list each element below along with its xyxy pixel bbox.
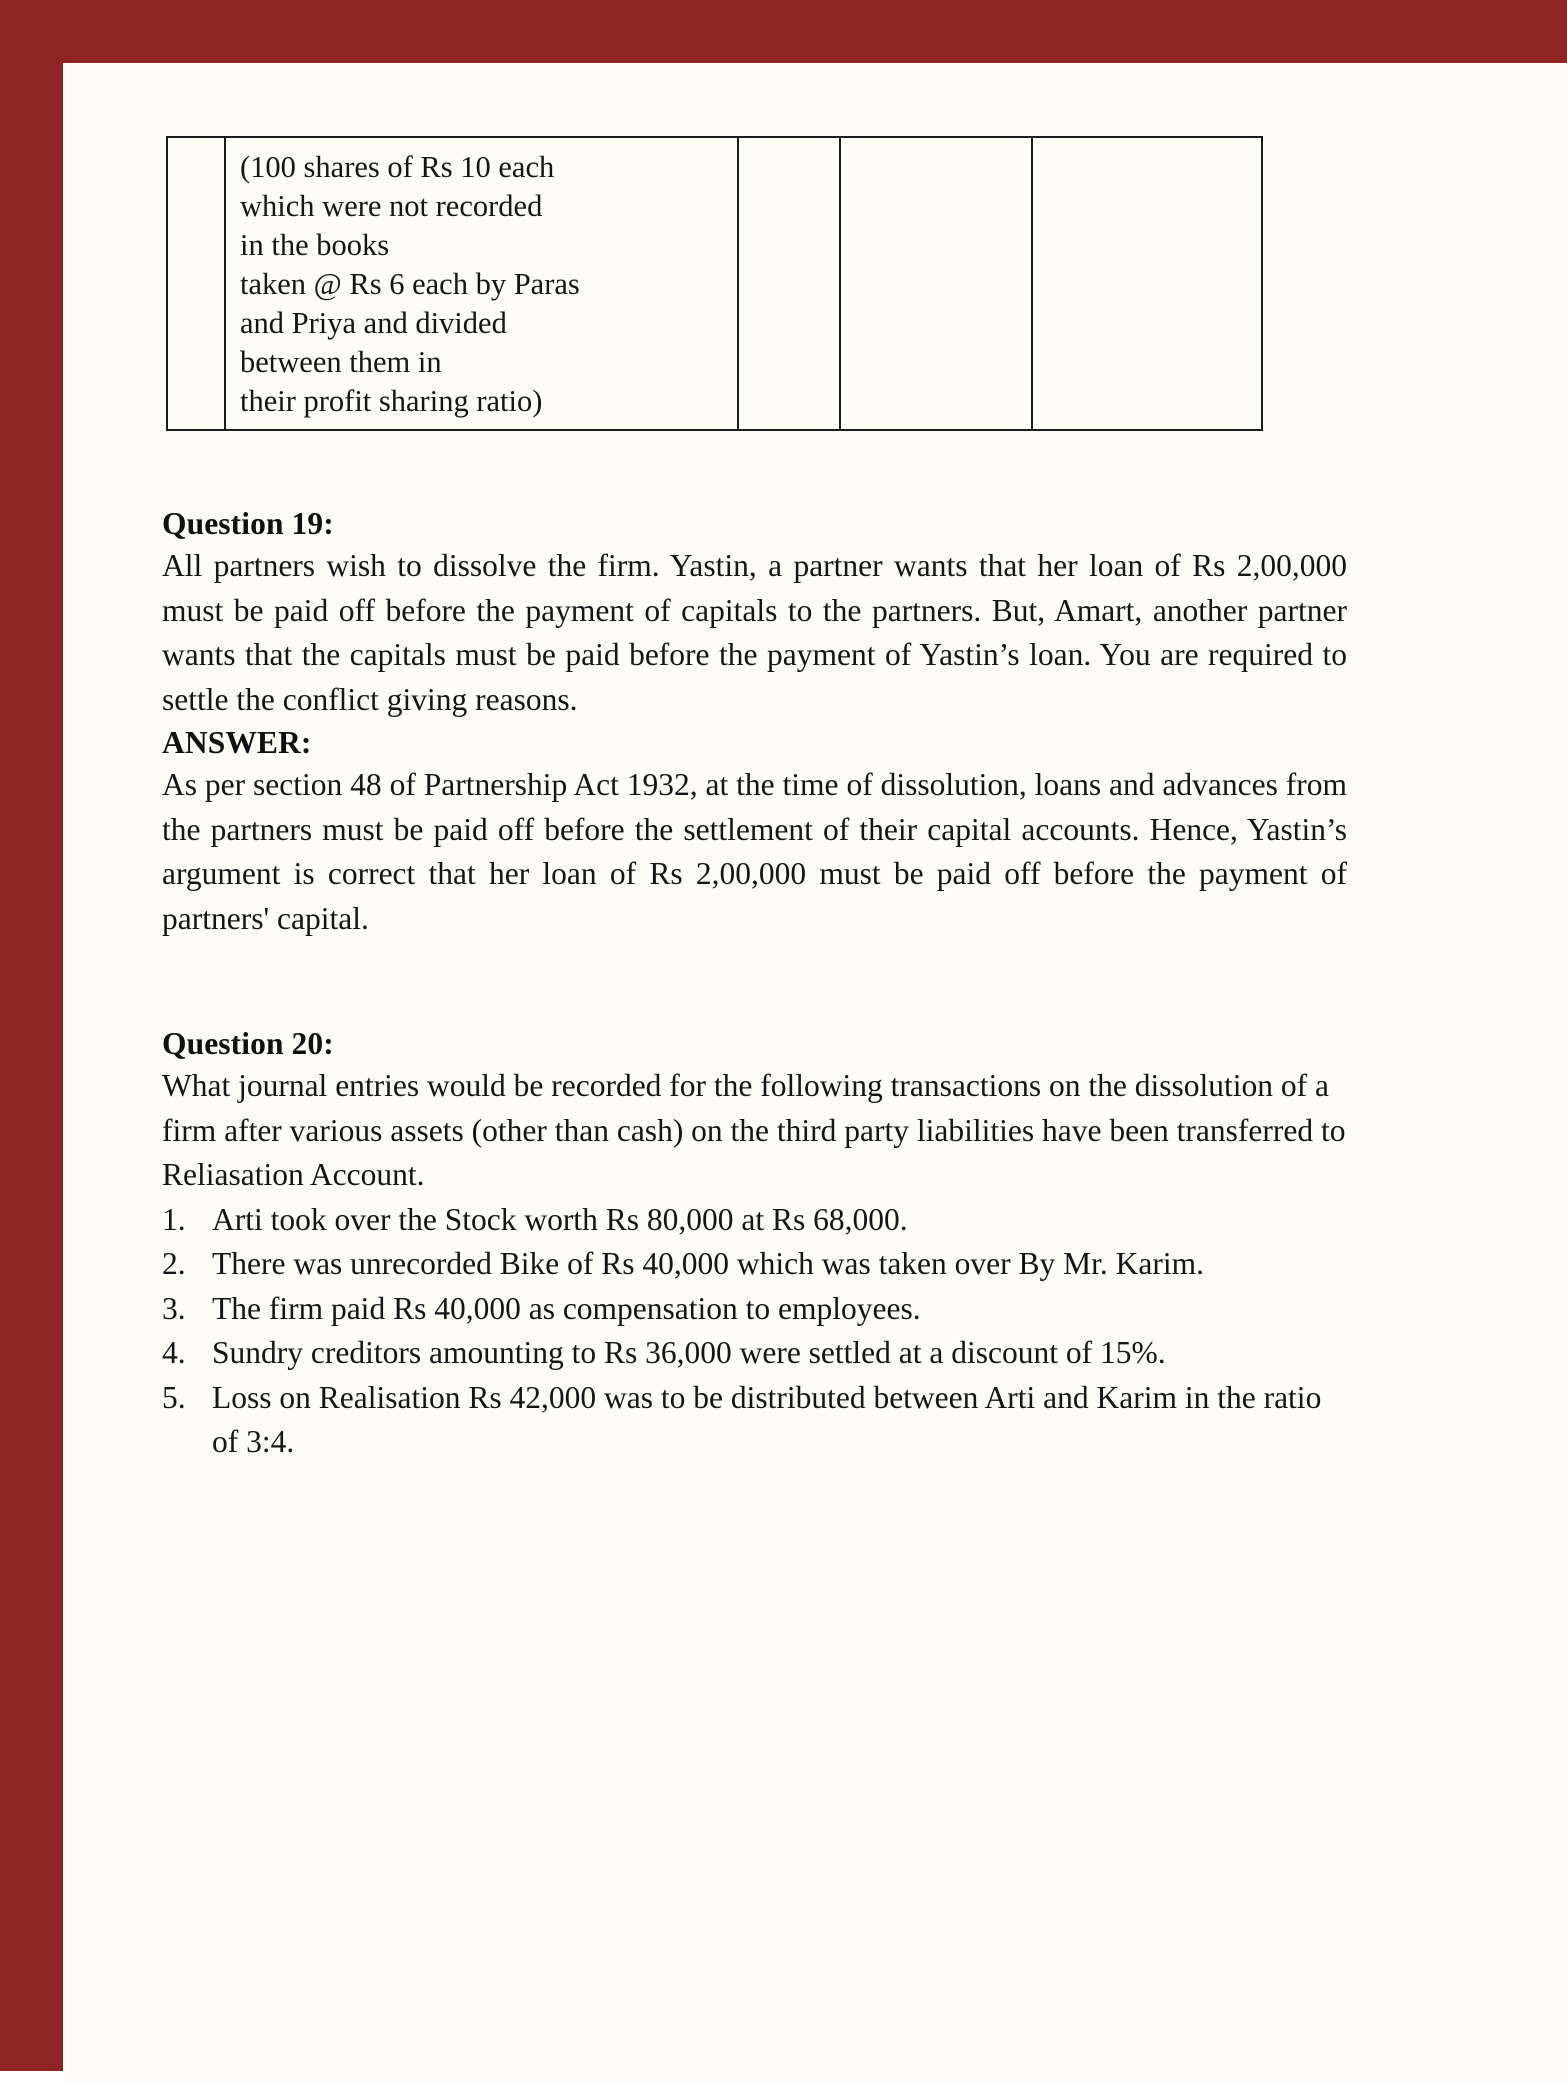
cell-ledger-folio [738,137,840,430]
credit-cell-text [1033,138,1261,156]
narration-line: in the books [240,228,390,262]
table-row [167,137,1262,430]
cell-date [167,137,225,430]
spacer-after-table [162,431,1347,503]
question-19-body: All partners wish to dissolve the firm. Yastin, a partner wants that her loan of Rs 2,00,000 must be paid off before the payment of capitals to the partners. But, Amart, another partner wants that the capitals must be paid before the payment of Yastin’s loan. You are required to settle the conflict giving reasons. [162,548,1347,717]
question-20-heading: Question 20: [162,1026,334,1061]
narration-line: between them in [240,345,442,379]
cell-debit-amount [840,137,1032,430]
list-item-marker: 2. [162,1246,186,1281]
journal-entry-table [166,136,1263,431]
narration-line: which were not recorded [240,189,543,223]
list-item-text: The firm paid Rs 40,000 as compensation to employees. [212,1290,921,1326]
list-item [162,1242,1347,1287]
ledger-folio-cell-text [739,138,839,156]
answer-19-body: As per section 48 of Partnership Act 1932, at the time of dissolution, loans and advances from the partners must be paid off before the settlement of their capital accounts. Hence, Yastin’s argument is correct that her loan of Rs 2,00,000 must be paid off before the payment of partners' capital. [162,767,1347,936]
list-item-text: Loss on Realisation Rs 42,000 was to be distributed between Arti and Karim in the ratio of 3:4. [212,1379,1322,1459]
document-content [162,136,1347,1465]
list-item-marker: 1. [162,1201,186,1237]
answer-19-heading: ANSWER: [162,725,312,760]
list-item-text: There was unrecorded Bike of Rs 40,000 which was taken over By Mr. Karim. [212,1246,1205,1281]
date-cell-text [168,138,224,156]
narration-line: taken @ Rs 6 each by Paras [240,267,580,301]
list-item-marker: 3. [162,1290,186,1326]
list-item-text: Sundry creditors amounting to Rs 36,000 were settled at a discount of 15%. [212,1335,1166,1370]
list-item [162,1331,1347,1376]
narration-block [226,138,737,429]
debit-cell-text [841,138,1031,156]
question-19-heading: Question 19: [162,506,334,541]
list-item [162,1376,1347,1465]
list-item-text: Arti took over the Stock worth Rs 80,000 at Rs 68,000. [212,1201,908,1237]
spacer-before-question-20 [162,941,1347,1023]
cell-credit-amount [1032,137,1262,430]
narration-line: their profit sharing ratio) [240,384,543,418]
cell-particulars [225,137,738,430]
list-item [162,1198,1347,1243]
list-item-marker: 4. [162,1335,186,1370]
page-border-inner [34,34,1533,2037]
question-20-body: What journal entries would be recorded for the following transactions on the dissolution of a firm after various assets (other than cash) on the third party liabilities have been transferred to Reliasation Account. [162,1068,1346,1192]
list-item [162,1287,1347,1332]
page-sheet [63,63,1567,2082]
question-20-transaction-list [162,1198,1347,1465]
list-item-marker: 5. [162,1379,186,1415]
narration-line: (100 shares of Rs 10 each [240,150,555,184]
narration-line: and Priya and divided [240,306,507,340]
